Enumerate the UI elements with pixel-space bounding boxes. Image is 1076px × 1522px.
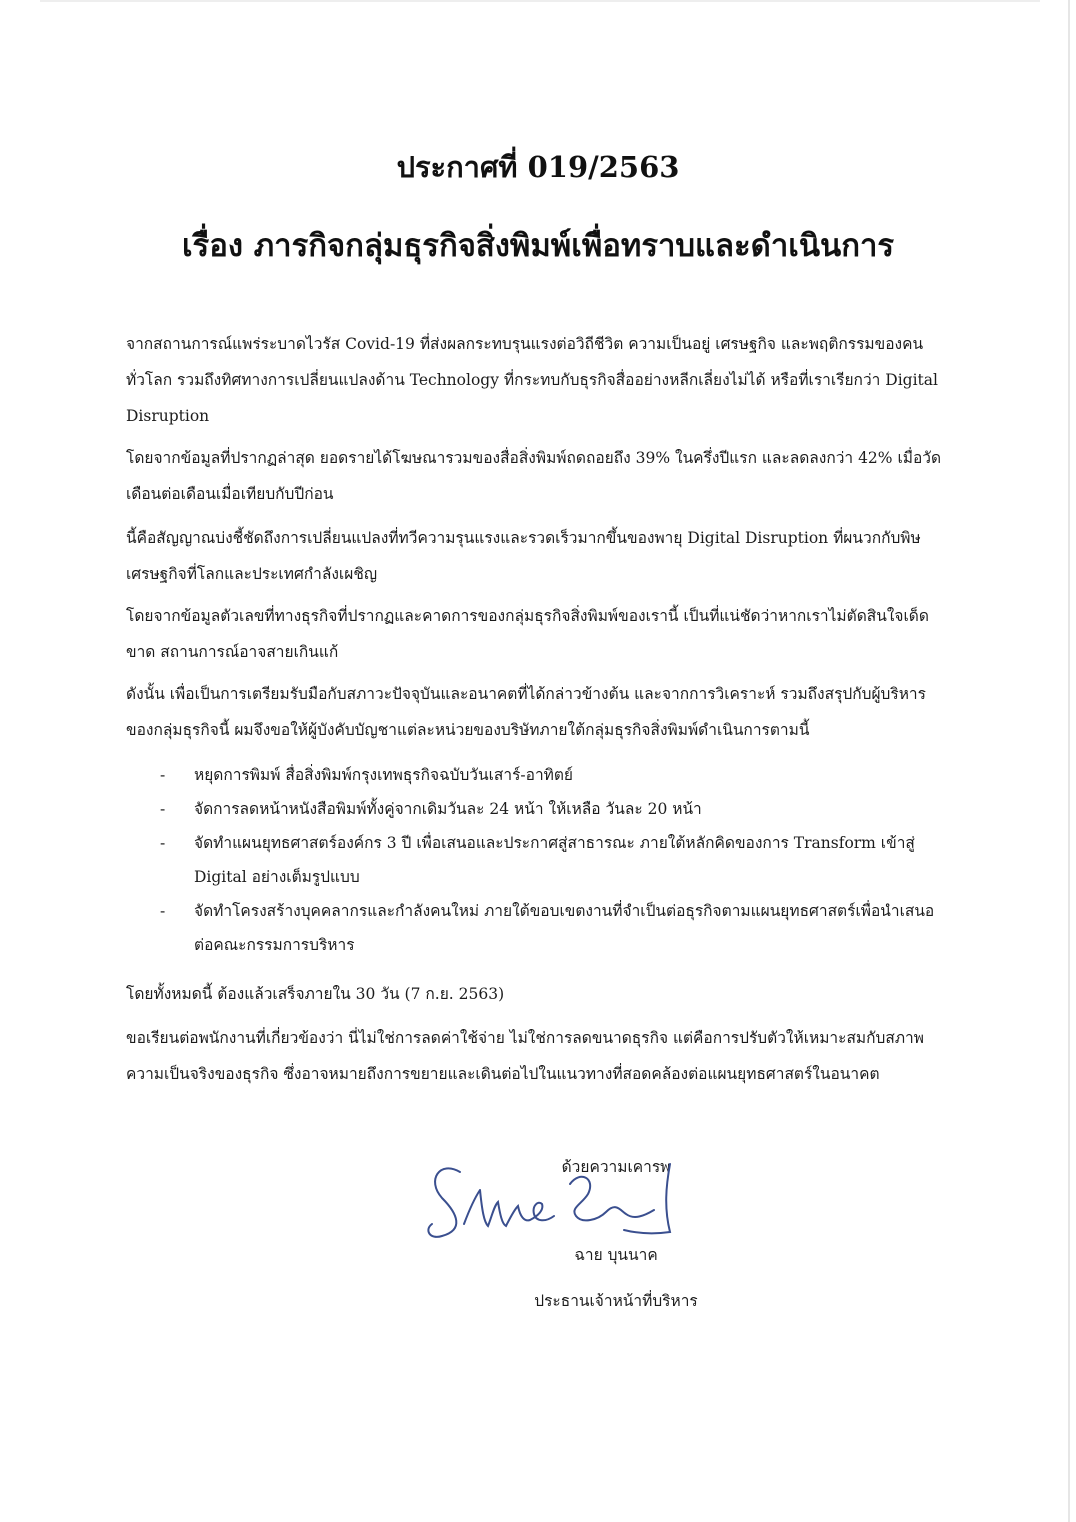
closing-paragraph: ขอเรียนต่อพนักงานที่เกี่ยวข้องว่า นี่ไม่ใช่การลดค่าใช้จ่าย ไม่ใช่การลดขนาดธุรกิจ แต่คือการปรับตัวให้เหมาะสมกับสภาพความเป็นจริงของธุรกิจ ซึ่งอาจหมายถึงการขยายและเดินต่อไปในแนวทางที่สอดคล้องต่อแผนยุทธศาสตร์ในอนาคต (126, 1029, 924, 1083)
list-item-text: จัดทำแผนยุทธศาสตร์องค์กร 3 ปี เพื่อเสนอและประกาศสู่สาธารณะ ภายใต้หลักคิดของการ Transform เข้าสู่ Digital อย่างเต็มรูปแบบ (194, 834, 915, 886)
deadline-text: โดยทั้งหมดนี้ ต้องแล้วเสร็จภายใน 30 วัน (7 ก.ย. 2563) (126, 985, 505, 1003)
signatory-name: ฉาย บุนนาค (574, 1246, 658, 1264)
paragraph-forecast: โดยจากข้อมูลตัวเลขที่ทางธุรกิจที่ปรากฏและคาดการของกลุ่มธุรกิจสิ่งพิมพ์ของเรานี้ เป็นที่แน่ชัดว่าหากเราไม่ตัดสินใจเด็ดขาด สถานการณ์อาจสายเกินแก้ (126, 607, 929, 661)
list-item-text: จัดการลดหน้าหนังสือพิมพ์ทั้งคู่จากเดิมวันละ 24 หน้า ให้เหลือ วันละ 20 หน้า (194, 800, 702, 818)
paragraph-situation: จากสถานการณ์แพร่ระบาดไวรัส Covid-19 ที่ส่งผลกระทบรุนแรงต่อวิถีชีวิต ความเป็นอยู่ เศรษฐกิจ และพฤติกรรมของคน ทั่วโลก รวมถึงทิศทางการเปลี่ยนแปลงด้าน Technology ที่กระทบกับธุรกิจสื่ออย่างหลีกเลี่ยงไม่ได้ หรือที่เราเรียกว่า Digital Disruption (126, 335, 938, 425)
bullet-marker: - (160, 902, 166, 920)
paragraph-directive: ดังนั้น เพื่อเป็นการเตรียมรับมือกับสภาวะปัจจุบันและอนาคตที่ได้กล่าวข้างต้น และจากการวิเคราะห์ รวมถึงสรุปกับผู้บริหารของกลุ่มธุรกิจนี้ ผมจึงขอให้ผู้บังคับบัญชาแต่ละหน่วยของบริษัทภายใต้กลุ่มธุรกิจสิ่งพิมพ์ดำเนินการตามนี้ (126, 685, 926, 739)
signatory-title: ประธานเจ้าหน้าที่บริหาร (534, 1292, 698, 1310)
list-item-text: จัดทำโครงสร้างบุคคลากรและกำลังคนใหม่ ภายใต้ขอบเขตงานที่จำเป็นต่อธุรกิจตามแผนยุทธศาสตร์เพื่อนำเสนอต่อคณะกรรมการบริหาร (194, 902, 935, 954)
announcement-number: ประกาศที่ 019/2563 (396, 150, 680, 184)
handwritten-signature (420, 1150, 700, 1250)
list-item (126, 894, 946, 962)
paragraph-revenue-data: โดยจากข้อมูลที่ปรากฏล่าสุด ยอดรายได้โฆษณารวมของสื่อสิ่งพิมพ์ถดถอยถึง 39% ในครึ่งปีแรก และลดลงกว่า 42% เมื่อวัดเดือนต่อเดือนเมื่อเทียบกับปีก่อน (126, 449, 942, 503)
bullet-marker: - (160, 834, 166, 852)
list-item (126, 758, 946, 792)
bullet-marker: - (160, 800, 166, 818)
sign-off: ด้วยความเคารพ (561, 1158, 671, 1176)
list-item (126, 792, 946, 826)
list-item-text: หยุดการพิมพ์ สื่อสิ่งพิมพ์กรุงเทพธุรกิจฉบับวันเสาร์-อาทิตย์ (194, 766, 574, 784)
list-item (126, 826, 946, 894)
announcement-subject: เรื่อง ภารกิจกลุ่มธุรกิจสิ่งพิมพ์เพื่อทราบและดำเนินการ (181, 228, 895, 264)
bullet-marker: - (160, 766, 166, 784)
scan-edge-top (40, 0, 1040, 2)
action-list (126, 758, 946, 962)
paragraph-signal: นี้คือสัญญาณบ่งชี้ชัดถึงการเปลี่ยนแปลงที่ทวีความรุนแรงและรวดเร็วมากขึ้นของพายุ Digital Disruption ที่ผนวกกับพิษเศรษฐกิจที่โลกและประเทศกำลังเผชิญ (126, 529, 921, 583)
